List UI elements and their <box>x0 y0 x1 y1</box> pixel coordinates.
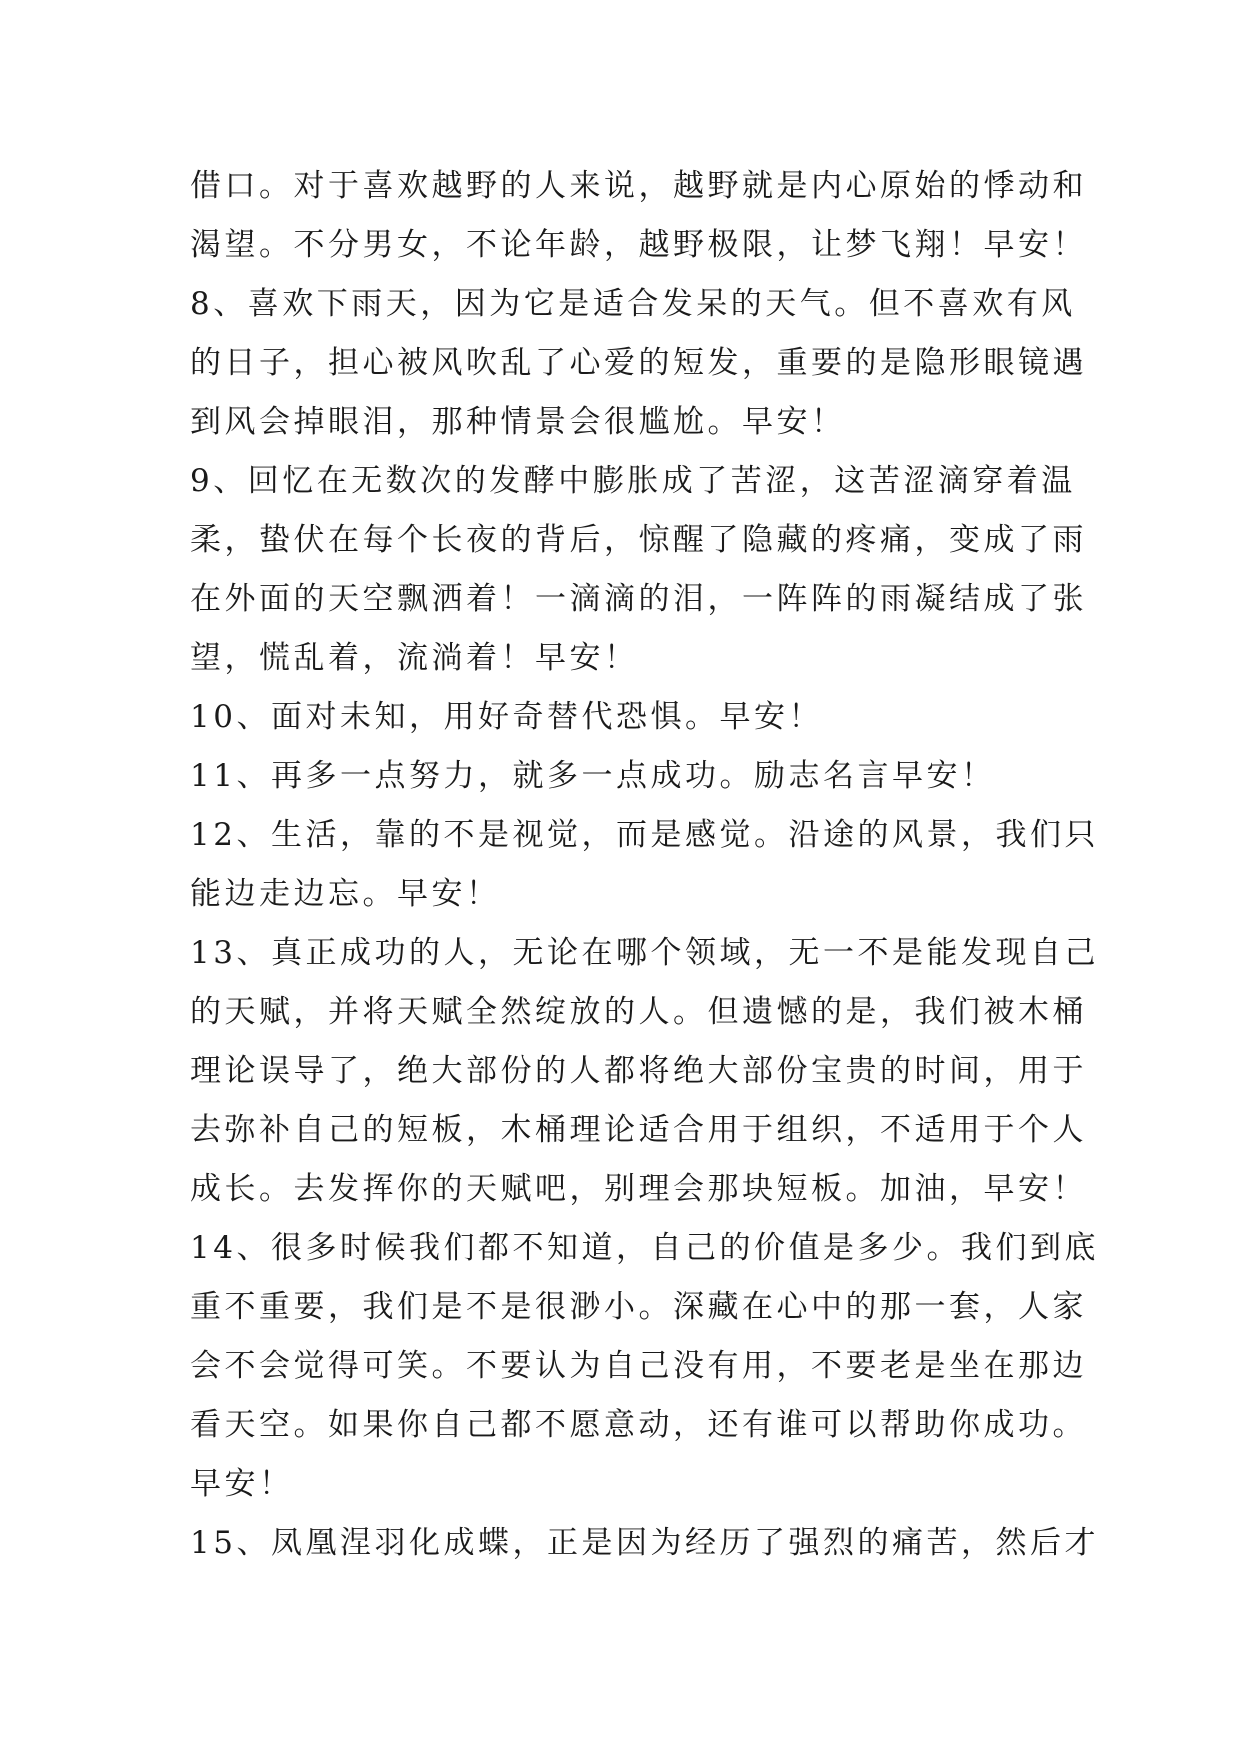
text-line: 13、真正成功的人，无论在哪个领域，无一不是能发现自己 <box>190 935 1099 971</box>
text-line: 成长。去发挥你的天赋吧，别理会那块短板。加油，早安！ <box>190 1171 1087 1207</box>
body-text <box>190 157 1099 1573</box>
text-line: 8、喜欢下雨天，因为它是适合发呆的天气。但不喜欢有风 <box>190 286 1076 322</box>
text-line: 看天空。如果你自己都不愿意动，还有谁可以帮助你成功。 <box>190 1407 1087 1443</box>
text-line: 9、回忆在无数次的发酵中膨胀成了苦涩，这苦涩滴穿着温 <box>190 463 1076 499</box>
text-line: 去弥补自己的短板，木桶理论适合用于组织，不适用于个人 <box>190 1112 1087 1148</box>
text-line: 望，慌乱着，流淌着！早安！ <box>190 640 639 676</box>
text-line: 10、面对未知，用好奇替代恐惧。早安！ <box>190 699 823 735</box>
text-line: 早安！ <box>190 1466 294 1502</box>
text-line: 借口。对于喜欢越野的人来说，越野就是内心原始的悸动和 <box>190 168 1087 204</box>
text-line: 14、很多时候我们都不知道，自己的价值是多少。我们到底 <box>190 1230 1099 1266</box>
text-line: 的天赋，并将天赋全然绽放的人。但遗憾的是，我们被木桶 <box>190 994 1087 1030</box>
text-line: 在外面的天空飘洒着！一滴滴的泪，一阵阵的雨凝结成了张 <box>190 581 1087 617</box>
text-line: 的日子，担心被风吹乱了心爱的短发，重要的是隐形眼镜遇 <box>190 345 1087 381</box>
text-line: 11、再多一点努力，就多一点成功。励志名言早安！ <box>190 758 996 794</box>
text-line: 到风会掉眼泪，那种情景会很尴尬。早安！ <box>190 404 846 440</box>
text-line: 能边走边忘。早安！ <box>190 876 501 912</box>
text-line: 渴望。不分男女，不论年龄，越野极限，让梦飞翔！早安！ <box>190 227 1087 263</box>
text-line: 柔，蛰伏在每个长夜的背后，惊醒了隐藏的疼痛，变成了雨 <box>190 522 1087 558</box>
text-line: 15、凤凰涅羽化成蝶，正是因为经历了强烈的痛苦，然后才 <box>190 1525 1099 1561</box>
text-line: 重不重要，我们是不是很渺小。深藏在心中的那一套，人家 <box>190 1289 1087 1325</box>
text-line: 会不会觉得可笑。不要认为自己没有用，不要老是坐在那边 <box>190 1348 1087 1384</box>
text-line: 理论误导了，绝大部份的人都将绝大部份宝贵的时间，用于 <box>190 1053 1087 1089</box>
text-line: 12、生活，靠的不是视觉，而是感觉。沿途的风景，我们只 <box>190 817 1099 853</box>
